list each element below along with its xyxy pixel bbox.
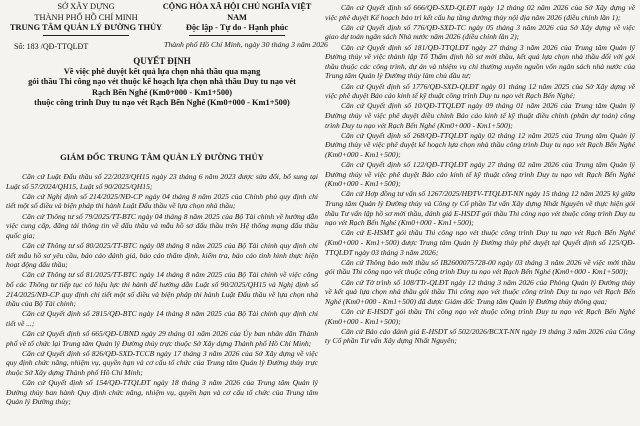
legal-basis-paragraph: Căn cứ Quyết định số 826/QĐ-SXD-TCCB ngày 17 tháng 3 năm 2026 của Sở Xây dựng về việc quy định chức năng, nhiệm vụ, quyền hạn và cơ cấu tổ chức của Trung tâm Quản lý Đường thủy trực thuộc Sở Xây dựng Thành phố Hồ Chí Minh; [6, 348, 318, 378]
legal-basis-paragraph: Căn cứ Thông tư số 79/2025/TT-BTC ngày 04 tháng 8 năm 2025 của Bộ Tài chính về hướng dẫn việc cung cấp, đăng tải thông tin về đấu thầu và mẫu hồ sơ đấu thầu trên Hệ thống mạng đấu thầu quốc gia; [6, 211, 318, 240]
legal-basis-paragraph: Căn cứ Nghị định số 214/2025/NĐ-CP ngày 04 tháng 8 năm 2025 của Chính phủ quy định chi tiết một số điều và biện pháp thi hành Luật Đấu thầu về lựa chọn nhà thầu; [6, 191, 318, 211]
legal-basis-paragraph: Căn cứ Quyết định số 122/QĐ-TTQLĐT ngày 27 tháng 02 năm 2026 của Trung tâm Quản lý Đường thủy về việc phê duyệt Báo cáo kinh tế kỹ thuật công trình Duy tu nạo vét Rạch Bến Nghé (Km0+000 - Km1+500); [325, 160, 635, 189]
title-line: thuộc công trình Duy tu nạo vét Rạch Bến Nghé (Km0+000 - Km1+500) [34, 98, 290, 108]
title-main: QUYẾT ĐỊNH [133, 56, 191, 66]
legal-basis-paragraph: Căn cứ Quyết định số 1776/QĐ-SXD-QLĐT ngày 01 tháng 12 năm 2025 của Sở Xây dựng về việc phê duyệt Báo cáo kinh tế kỹ thuật công trình Duy tu nạo vét Rạch Bến Nghé; [325, 81, 635, 101]
nation-motto: Độc lập - Tự do - Hạnh phúc [185, 23, 289, 32]
header-rule-left [43, 35, 129, 36]
legal-basis-paragraph: Căn cứ Quyết định số 154/QĐ-TTQLĐT ngày 18 tháng 3 năm 2026 của Trung tâm Quản lý Đường thủy ban hành Quy định chức năng, nhiệm vụ, quyền hạn và cơ cấu tổ chức của Trung tâm Quản lý Đường thủy; [6, 378, 318, 407]
legal-basis-paragraph: Căn cứ Tờ trình số 108/TTr-QLĐT ngày 12 tháng 3 năm 2026 của Phòng Quản lý Đường thủy về kết quả lựa chọn nhà thầu gói thầu Thi công nạo vét thuộc công trình Duy tu nạo vét Rạch Bến Nghé (Km0+000 - Km1+500) đã được Giám đốc Trung tâm Quản lý Đường thủy thông qua; [325, 277, 635, 306]
director-heading: GIÁM ĐỐC TRUNG TÂM QUẢN LÝ ĐƯỜNG THỦY [60, 152, 264, 162]
legal-bases-left [6, 172, 318, 408]
dept-name: SỞ XÂY DỰNG [57, 2, 115, 11]
legal-basis-paragraph: Căn cứ Quyết định số 268/QĐ-TTQLĐT ngày 02 tháng 12 năm 2025 của Trung tâm Quản lý Đường thủy về việc phê duyệt kế hoạch lựa chọn nhà thầu công trình Duy tu nạo vét Rạch Bến Nghé (Km0+000 - Km1+500); [325, 130, 635, 159]
legal-basis-paragraph: Căn cứ Quyết định số 665/QĐ-UBND ngày 29 tháng 01 năm 2026 của Ủy ban nhân dân Thành phố về tổ chức lại Trung tâm Quản lý Đường thủy trực thuộc Sở Xây dựng Thành phố Hồ Chí Minh; [6, 329, 318, 348]
legal-basis-paragraph: Căn cứ Thông tư số 80/2025/TT-BTC ngày 08 tháng 8 năm 2025 của Bộ Tài chính quy định chi tiết mẫu hồ sơ yêu cầu, báo cáo đánh giá, báo cáo thẩm định, kiểm tra, báo cáo tình hình thực hiện hoạt động đấu thầu; [6, 240, 318, 270]
legal-basis-paragraph: Căn cứ Hợp đồng tư vấn số 1267/2025/HĐTV-TTQLĐT-NN ngày 15 tháng 12 năm 2025 ký giữa Trung tâm Quản lý Đường thủy và Công ty Cổ phần Tư vấn Xây dựng Nhất Nguyên về thực hiện gói thầu Tư vấn lập hồ sơ mời thầu, đánh giá E-HSDT gói thầu Thi công nạo vét thuộc công trình Duy tu nạo vét Rạch Bến Nghé (Km0+000 - Km1+500); [325, 189, 635, 228]
legal-basis-paragraph: Căn cứ Quyết định số 181/QĐ-TTQLĐT ngày 27 tháng 3 năm 2026 của Trung tâm Quản lý Đường thủy về việc thành lập Tổ Thẩm định hồ sơ mời thầu, kết quả lựa chọn nhà thầu đối với gói thầu thuộc các công trình, dự án và nhiệm vụ chi thường xuyên nguồn vốn ngân sách nhà nước của Trung tâm Quản lý Đường thủy làm chủ đầu tư; [325, 42, 635, 81]
legal-basis-paragraph: Căn cứ Báo cáo đánh giá E-HSDT số 502/2026/BCXT-NN ngày 19 tháng 3 năm 2026 của Công ty Cổ phần Tư vấn Xây dựng Nhất Nguyên; [325, 326, 635, 346]
legal-basis-paragraph: Căn cứ E-HSDT gói thầu Thi công nạo vét thuộc công trình Duy tu nạo vét Rạch Bến Nghé (Km0+000 - Km1+500); [325, 306, 635, 326]
center-name: TRUNG TÂM QUẢN LÝ ĐƯỜNG THỦY [9, 23, 163, 32]
nation-title: CỘNG HÒA XÃ HỘI CHỦ NGHĨA VIỆT NAM [162, 2, 312, 22]
document-number: Số: 183 /QĐ-TTQLĐT [14, 42, 89, 51]
legal-basis-paragraph: Căn cứ Luật Đấu thầu số 22/2023/QH15 ngày 23 tháng 6 năm 2023 được sửa đổi, bổ sung tại Luật số 57/2024/QH15, Luật số 90/2025/QH15; [6, 172, 318, 191]
legal-basis-paragraph: Căn cứ Quyết định số 666/QĐ-SXD-QLĐT ngày 12 tháng 02 năm 2026 của Sở Xây dựng về việc phê duyệt Kế hoạch bảo trì kết cấu hạ tầng đường thủy nội địa năm 2026 (điều chỉnh lần 1); [325, 3, 635, 22]
title-line: Rạch Bến Nghé (Km0+000 - Km1+500) [91, 87, 233, 97]
national-header [152, 2, 322, 36]
legal-basis-paragraph: Căn cứ Thông tư số 81/2025/TT-BTC ngày 14 tháng 8 năm 2025 của Bộ Tài chính về việc công bố các Thông tư tiếp tục có hiệu lực thi hành để hướng dẫn Luật số 90/2025/QH15 và Nghị định số 214/2025/NĐ-CP quy định chi tiết một số điều và biện pháp thi hành Luật Đấu thầu về lựa chọn nhà thầu của Bộ Tài chính; [6, 270, 318, 309]
decision-title [6, 56, 318, 109]
legal-basis-paragraph: Căn cứ Quyết định số 776/QĐ-SXD-TC ngày 05 tháng 3 năm 2026 của Sở Xây dựng về việc giao dự toán ngân sách Nhà nước năm 2026 (điều chỉnh lần 2); [325, 22, 635, 42]
title-line: Về việc phê duyệt kết quả lựa chọn nhà thầu qua mạng [63, 66, 261, 76]
legal-bases-right [325, 3, 635, 347]
issue-date: Thành phố Hồ Chí Minh, ngày 30 tháng 3 năm 2026 [164, 40, 328, 49]
legal-basis-paragraph: Căn cứ Quyết định số 2815/QĐ-BTC ngày 14 tháng 8 năm 2025 của Bộ Tài chính quy định chi tiết về ...; [6, 309, 318, 328]
city-name: THÀNH PHỐ HỒ CHÍ MINH [34, 12, 138, 22]
issuing-agency-header [6, 2, 166, 51]
legal-basis-paragraph: Căn cứ Quyết định số 10/QĐ-TTQLĐT ngày 09 tháng 01 năm 2026 của Trung tâm Quản lý Đường thủy về việc phê duyệt điều chỉnh Báo cáo kinh tế kỹ thuật điều chỉnh (phân dự toán) công trình Duy tu nạo vét Rạch Bến Nghé (Km0+000 - Km1+500); [325, 101, 635, 130]
header-rule-right [189, 35, 285, 36]
title-line: gói thầu Thi công nạo vét thuộc kế hoạch lựa chọn nhà thầu Duy tu nạo vét [28, 77, 296, 87]
legal-basis-paragraph: Căn cứ E-HSMT gói thầu Thi công nạo vét thuộc công trình Duy tu nạo vét Rạch Bến Nghé (Km0+000 - Km1+500) được Trung tâm Quản lý Đường thủy phê duyệt tại Quyết định số 125/QĐ-TTQLĐT ngày 03 tháng 3 năm 2026; [325, 228, 635, 257]
legal-basis-paragraph: Căn cứ Thông báo mời thầu số IB2600075728-00 ngày 03 tháng 3 năm 2026 về việc mời thầu gói thầu Thi công nạo vét thuộc công trình Duy tu nạo vét Rạch Bến Nghé (Km0+000 - Km1+500); [325, 257, 635, 277]
